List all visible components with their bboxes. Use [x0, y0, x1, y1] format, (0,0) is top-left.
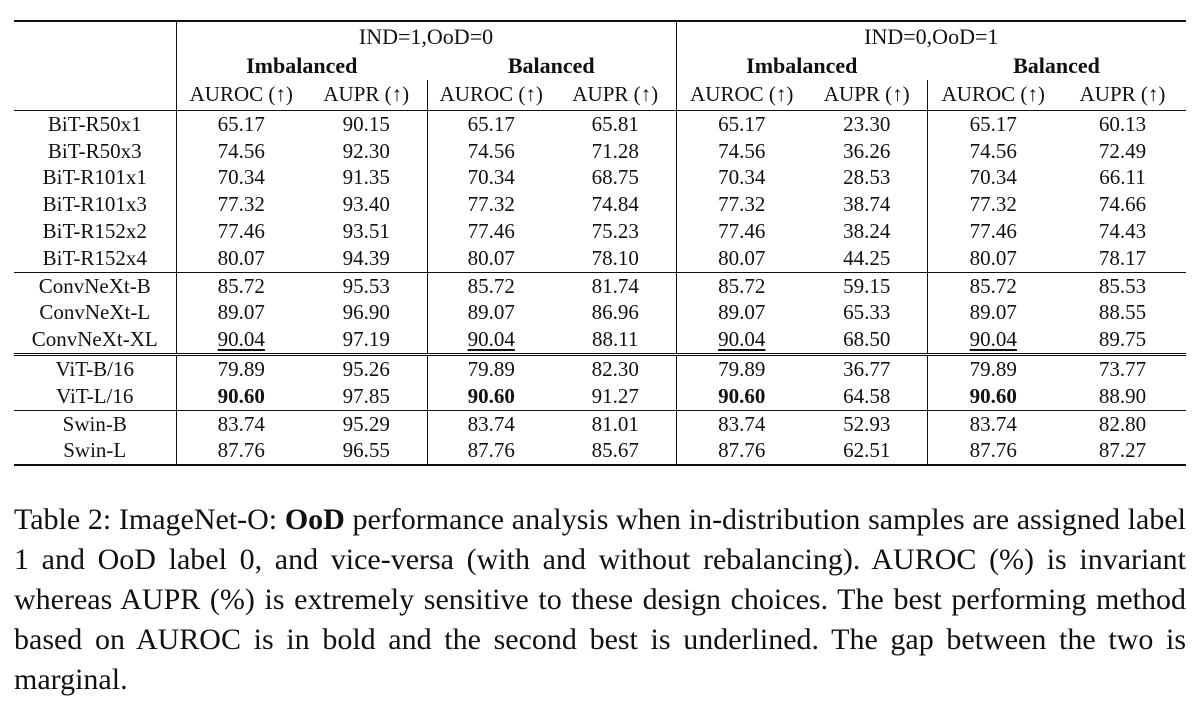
auroc-cell: 77.32: [427, 191, 555, 218]
auroc-cell: 83.74: [927, 410, 1059, 437]
auroc-cell: 65.17: [176, 111, 306, 138]
auroc-cell: 77.32: [927, 191, 1059, 218]
aupr-cell: 85.53: [1059, 272, 1186, 299]
aupr-cell: 36.77: [807, 355, 927, 383]
table-row: [14, 165, 1186, 192]
model-name-cell: ConvNeXt-L: [39, 300, 151, 325]
metric-header: AUPR (↑): [807, 80, 927, 111]
auroc-cell: 90.60: [176, 383, 306, 410]
aupr-cell: 62.51: [807, 438, 927, 466]
aupr-cell: 23.30: [843, 111, 891, 136]
aupr-cell: 44.25: [843, 245, 891, 270]
auroc-cell: 79.89: [676, 355, 807, 383]
aupr-cell: 87.27: [1059, 438, 1186, 466]
aupr-cell: 88.11: [592, 327, 639, 352]
results-table-container: [14, 20, 1186, 466]
table-row: [14, 355, 1186, 383]
group-header-row: [14, 21, 1186, 52]
table-row: [14, 383, 1186, 410]
auroc-cell: 89.07: [427, 300, 555, 327]
table-row: [14, 326, 1186, 354]
auroc-cell: 90.60: [676, 383, 807, 410]
aupr-cell: 88.55: [1098, 300, 1147, 325]
caption-bold: OoD: [284, 503, 345, 536]
aupr-cell: 96.90: [342, 300, 390, 325]
auroc-cell: 90.04: [427, 326, 555, 354]
metric-header-row: [14, 80, 1186, 111]
aupr-cell: 85.67: [555, 438, 676, 466]
aupr-cell: 96.55: [306, 438, 427, 466]
model-name-cell: ConvNeXt-XL: [31, 327, 158, 352]
auroc-cell: 89.07: [176, 300, 306, 327]
model-name-cell: BiT-R50x1: [47, 111, 142, 136]
aupr-cell: 28.53: [843, 165, 891, 190]
metric-header: AUROC (↑): [427, 80, 555, 111]
auroc-cell: 79.89: [176, 355, 306, 383]
auroc-cell: 85.72: [176, 272, 306, 299]
aupr-cell: 73.77: [1059, 355, 1186, 383]
aupr-cell: 78.17: [1098, 245, 1147, 270]
auroc-cell: 77.32: [676, 191, 807, 218]
aupr-cell: 93.40: [342, 192, 390, 217]
aupr-cell: 71.28: [591, 138, 639, 163]
aupr-cell: 97.19: [342, 327, 390, 352]
auroc-cell: 80.07: [676, 245, 807, 272]
sub-header-row: [14, 52, 1186, 80]
aupr-cell: 93.51: [342, 219, 390, 244]
table-row: [14, 218, 1186, 245]
aupr-cell: 74.66: [1098, 192, 1147, 217]
table-row: [14, 111, 1186, 138]
aupr-cell: 86.96: [591, 300, 639, 325]
model-name-cell: BiT-R101x3: [42, 192, 147, 217]
auroc-cell: 80.07: [927, 245, 1059, 272]
auroc-cell: 90.04: [176, 326, 306, 354]
auroc-cell: 90.04: [676, 326, 807, 354]
metric-header: AUPR (↑): [1059, 80, 1186, 111]
table-row: [14, 438, 1186, 466]
metric-header: AUROC (↑): [927, 80, 1059, 111]
aupr-cell: 82.80: [1059, 410, 1186, 437]
aupr-cell: 72.49: [1098, 138, 1147, 163]
auroc-cell: 79.89: [927, 355, 1059, 383]
auroc-cell: 87.76: [427, 438, 555, 466]
aupr-cell: 89.75: [1098, 327, 1147, 352]
aupr-cell: 95.53: [306, 272, 427, 299]
metric-header: AUROC (↑): [176, 80, 306, 111]
table-row: [14, 410, 1186, 437]
group-header: IND=1,OoD=0: [176, 21, 676, 52]
sub-header: Imbalanced: [676, 52, 927, 80]
auroc-cell: 83.74: [427, 410, 555, 437]
aupr-cell: 64.58: [843, 383, 891, 408]
model-name-cell: ViT-B/16: [14, 355, 176, 383]
aupr-cell: 81.01: [555, 410, 676, 437]
auroc-cell: 87.76: [927, 438, 1059, 466]
auroc-cell: 87.76: [676, 438, 807, 466]
aupr-cell: 36.26: [843, 138, 891, 163]
caption-text: performance analysis when in-distribution samples are assigned label 1 and OoD label 0, and vice-versa (with and without rebalancing). AUROC (%) is invariant whereas AUPR (%) is extremely sensitive to these design choices. The best performing method based on AUROC is in bold and the second best is underlined. The gap between the two is marginal.: [14, 503, 1186, 696]
aupr-cell: 68.50: [843, 327, 891, 352]
auroc-cell: 65.17: [927, 111, 1059, 138]
aupr-cell: 88.90: [1098, 383, 1147, 408]
table-row: [14, 138, 1186, 165]
table-caption: [14, 500, 1186, 700]
auroc-cell: 70.34: [927, 165, 1059, 192]
aupr-cell: 65.81: [591, 111, 639, 136]
auroc-cell: 74.56: [927, 138, 1059, 165]
auroc-cell: 77.32: [176, 191, 306, 218]
table-row: [14, 245, 1186, 272]
table-row: [14, 300, 1186, 327]
auroc-cell: 85.72: [676, 272, 807, 299]
auroc-cell: 85.72: [427, 272, 555, 299]
aupr-cell: 60.13: [1098, 111, 1147, 136]
auroc-cell: 70.34: [427, 165, 555, 192]
model-name-cell: BiT-R101x1: [42, 165, 147, 190]
auroc-cell: 87.76: [176, 438, 306, 466]
table-row: [14, 191, 1186, 218]
auroc-cell: 90.60: [427, 383, 555, 410]
auroc-cell: 70.34: [176, 165, 306, 192]
auroc-cell: 65.17: [427, 111, 555, 138]
aupr-cell: 90.15: [342, 111, 390, 136]
aupr-cell: 59.15: [807, 272, 927, 299]
aupr-cell: 94.39: [342, 245, 390, 270]
sub-header: Imbalanced: [176, 52, 427, 80]
caption-prefix: Table 2: ImageNet-O:: [14, 503, 285, 536]
sub-header: Balanced: [507, 53, 595, 78]
auroc-cell: 90.60: [927, 383, 1059, 410]
results-table: [14, 20, 1186, 466]
auroc-cell: 77.46: [427, 218, 555, 245]
aupr-cell: 82.30: [555, 355, 676, 383]
group-header: IND=0,OoD=1: [676, 21, 1186, 52]
auroc-cell: 74.56: [176, 138, 306, 165]
auroc-cell: 77.46: [176, 218, 306, 245]
auroc-cell: 83.74: [176, 410, 306, 437]
model-name-cell: BiT-R50x3: [47, 138, 142, 163]
sub-header: Balanced: [1013, 53, 1100, 78]
metric-header: AUROC (↑): [676, 80, 807, 111]
auroc-cell: 74.56: [676, 138, 807, 165]
auroc-cell: 89.07: [676, 300, 807, 327]
model-name-cell: Swin-B: [14, 410, 176, 437]
aupr-cell: 97.85: [342, 383, 390, 408]
model-name-cell: Swin-L: [14, 438, 176, 466]
aupr-cell: 52.93: [807, 410, 927, 437]
auroc-cell: 70.34: [676, 165, 807, 192]
aupr-cell: 95.29: [306, 410, 427, 437]
aupr-cell: 38.74: [843, 192, 891, 217]
aupr-cell: 65.33: [843, 300, 891, 325]
aupr-cell: 81.74: [555, 272, 676, 299]
auroc-cell: 85.72: [927, 272, 1059, 299]
auroc-cell: 77.46: [676, 218, 807, 245]
auroc-cell: 65.17: [676, 111, 807, 138]
aupr-cell: 68.75: [591, 165, 639, 190]
model-name-cell: ConvNeXt-B: [14, 272, 176, 299]
auroc-cell: 74.56: [427, 138, 555, 165]
auroc-cell: 83.74: [676, 410, 807, 437]
aupr-cell: 91.27: [591, 383, 639, 408]
model-name-cell: ViT-L/16: [56, 383, 134, 408]
auroc-cell: 90.04: [927, 326, 1059, 354]
aupr-cell: 74.43: [1098, 219, 1147, 244]
aupr-cell: 92.30: [342, 138, 390, 163]
metric-header: AUPR (↑): [306, 80, 427, 111]
auroc-cell: 80.07: [176, 245, 306, 272]
auroc-cell: 79.89: [427, 355, 555, 383]
aupr-cell: 38.24: [843, 219, 891, 244]
auroc-cell: 89.07: [927, 300, 1059, 327]
metric-header: AUPR (↑): [555, 80, 676, 111]
aupr-cell: 91.35: [342, 165, 390, 190]
aupr-cell: 66.11: [1099, 165, 1146, 190]
auroc-cell: 77.46: [927, 218, 1059, 245]
model-name-cell: BiT-R152x4: [42, 245, 147, 270]
aupr-cell: 74.84: [591, 192, 639, 217]
auroc-cell: 80.07: [427, 245, 555, 272]
model-name-cell: BiT-R152x2: [42, 219, 147, 244]
aupr-cell: 75.23: [591, 219, 639, 244]
aupr-cell: 78.10: [591, 245, 639, 270]
aupr-cell: 95.26: [306, 355, 427, 383]
table-row: [14, 272, 1186, 299]
